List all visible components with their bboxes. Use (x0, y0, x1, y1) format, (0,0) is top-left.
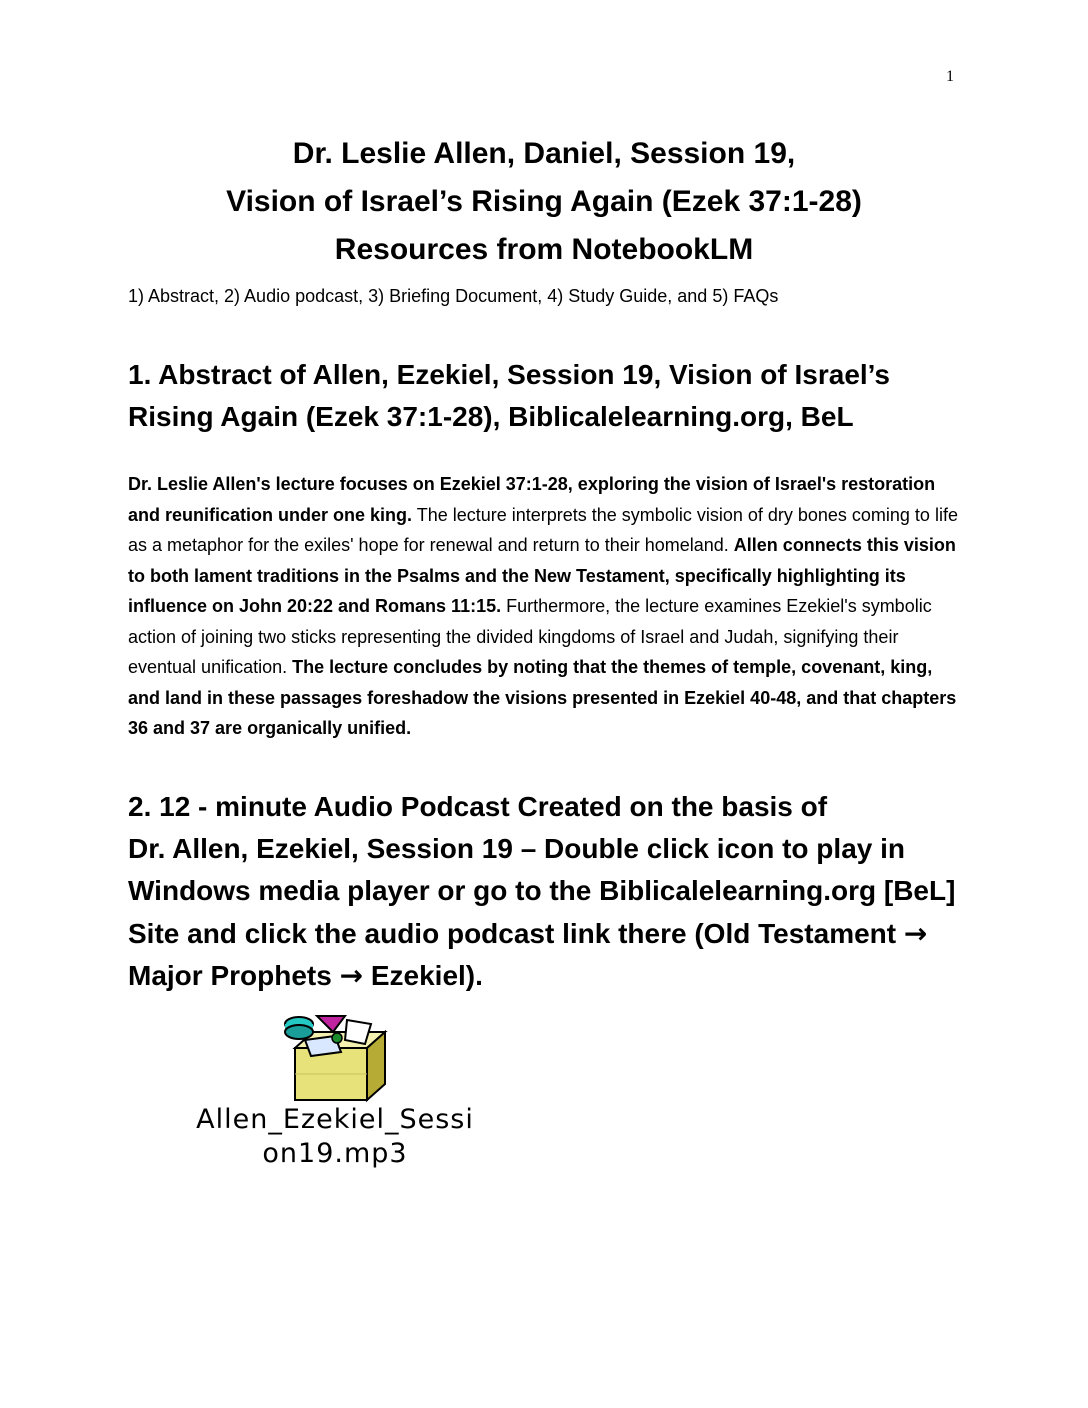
page-number: 1 (946, 68, 954, 85)
arrow-right-icon: → (903, 916, 928, 950)
section-2-heading (128, 786, 968, 997)
contents-line: 1) Abstract, 2) Audio podcast, 3) Briefing Document, 4) Study Guide, and 5) FAQs (128, 286, 779, 306)
section-2-line-4: Ezekiel). (363, 959, 483, 991)
filename-line-1: Allen_Ezekiel_Sessi (196, 1104, 474, 1135)
section-1-heading: 1. Abstract of Allen, Ezekiel, Session 19, Vision of Israel’s Rising Again (Ezek 37:1-28), Biblicalelearning.org, BeL (128, 359, 890, 432)
abstract-bold-2: Allen connects this vision to both lament traditions in the Psalms and the New Testament, specifically highlighting its influence on John 20:22 and Romans 11:15. (128, 535, 956, 616)
abstract-text-1: The lecture interprets the symbolic vision of dry bones coming to life as a metaphor for the exiles' hope for renewal and return to their homeland. (128, 504, 958, 555)
arrow-right-icon: → (339, 958, 364, 992)
section-2-line-2: Dr. Allen, Ezekiel, Session 19 – Double click icon to play in Windows media player or go to the Biblicalelearning.org [BeL] Site and click the audio podcast link there (Old Testament (128, 833, 956, 949)
title-line-2: Vision of Israel’s Rising Again (Ezek 37:1-28) (226, 185, 862, 218)
section-2-line-1: 2. 12 - minute Audio Podcast Created on the basis of (128, 791, 828, 822)
abstract-text-2: Furthermore, the lecture examines Ezekiel's symbolic action of joining two sticks representing the divided kingdoms of Israel and Judah, signifying their eventual unification. (128, 596, 932, 677)
title-line-1: Dr. Leslie Allen, Daniel, Session 19, (292, 137, 796, 170)
package-icon[interactable] (275, 1010, 405, 1105)
abstract-bold-3: The lecture concludes by noting that the themes of temple, covenant, king, and land in these passages foreshadow the visions presented in Ezekiel 40-48, and that chapters 36 and 37 are organically unified. (128, 657, 957, 738)
title-line-3: Resources from NotebookLM (334, 233, 754, 266)
page-title (100, 130, 988, 274)
abstract-bold-1: Dr. Leslie Allen's lecture focuses on Ezekiel 37:1-28, exploring the vision of Israel's restoration and reunification under one king. (128, 474, 936, 525)
filename-line-2: on19.mp3 (262, 1138, 408, 1169)
abstract-paragraph (128, 469, 968, 744)
attachment-filename[interactable] (125, 1103, 545, 1171)
section-2-line-3: Major Prophets (128, 959, 340, 991)
